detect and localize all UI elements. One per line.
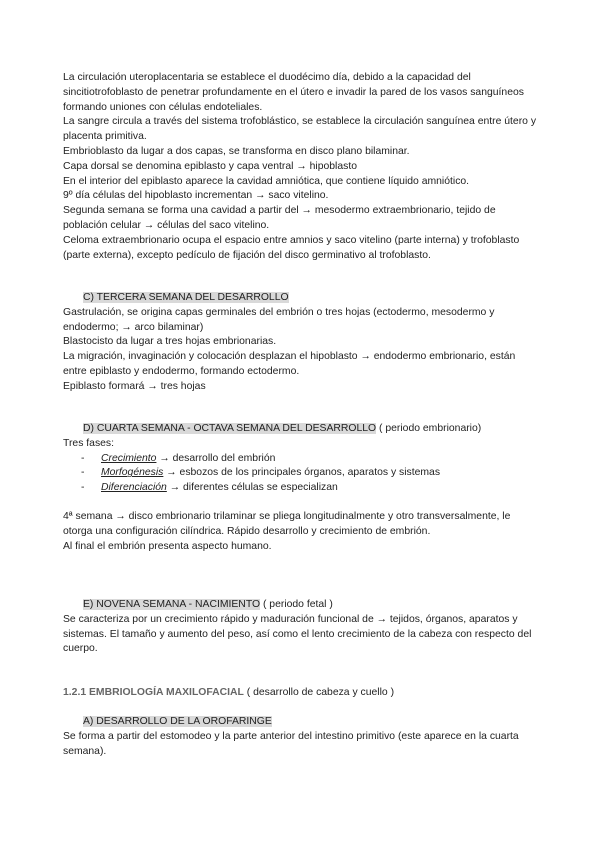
section-1-2-1 — [63, 686, 541, 701]
intro-paragraph: La circulación uteroplacentaria se establece el duodécimo día, debido a la capacidad del sincitiotrofoblasto de penetrar profundamente en el útero e invadir la pared de los vasos sanguíneos formando uniones con células endoteliales. — [63, 72, 524, 113]
section-1-2-1-heading-line — [63, 686, 541, 701]
intro-paragraph: Capa dorsal se denomina epiblasto y capa ventral → hipoblasto — [63, 160, 358, 172]
section-d-paragraph: 4ª semana → disco embrionario trilaminar se pliega longitudinalmente y otro transversalmente, le otorga una configuración cilíndrica. Rápido desarrollo y crecimiento de embrión. — [63, 510, 511, 537]
section-e-paragraph: Se caracteriza por un crecimiento rápido y maduración funcional de → tejidos, órganos, aparatos y sistemas. El tamaño y aumento del peso, así como el lento crecimiento de la cabeza con respecto del cuerpo. — [63, 613, 532, 655]
section-c-paragraph: Gastrulación, se origina capas germinales del embrión o tres hojas (ectodermo, mesodermo y endodermo; → arco bilaminar) — [63, 306, 495, 333]
section-a-heading: A) DESARROLLO DE LA OROFARINGE — [83, 716, 272, 727]
section-a-heading-line — [63, 715, 541, 730]
section-c-heading-line — [63, 291, 541, 306]
section-e-heading-note: ( periodo fetal ) — [260, 599, 333, 610]
section-e-heading: E) NOVENA SEMANA - NACIMIENTO — [83, 599, 261, 610]
list-item — [63, 481, 541, 496]
section-1-2-1-heading: 1.2.1 EMBRIOLOGÍA MAXILOFACIAL — [63, 687, 244, 698]
section-d-heading: D) CUARTA SEMANA - OCTAVA SEMANA DEL DESARROLLO — [83, 423, 377, 434]
intro-paragraph: 9º día células del hipoblasto incrementan → saco vitelino. — [63, 190, 329, 202]
phases-list — [63, 452, 541, 496]
section-e — [63, 598, 541, 657]
phase-term: Morfogénesis — [101, 467, 164, 479]
list-item — [63, 452, 541, 467]
section-c-heading: C) TERCERA SEMANA DEL DESARROLLO — [83, 292, 289, 303]
phase-term: Diferenciación — [101, 482, 167, 494]
section-e-heading-line — [63, 598, 541, 613]
section-a — [63, 715, 541, 759]
list-item — [63, 466, 541, 481]
phase-desc: → esbozos de los principales órganos, aparatos y sistemas — [163, 467, 441, 479]
section-d — [63, 422, 541, 554]
phase-desc: → desarrollo del embrión — [156, 452, 276, 464]
section-a-paragraph: Se forma a partir del estomodeo y la parte anterior del intestino primitivo (este aparece en la cuarta semana). — [63, 730, 519, 757]
intro-block — [63, 71, 541, 263]
section-c-paragraph: La migración, invaginación y colocación desplazan el hipoblasto → endodermo embrionario, están entre epiblasto y endodermo, formando ectodermo. — [63, 351, 516, 377]
intro-paragraph: Segunda semana se forma una cavidad a partir del → mesodermo extraembrionario, tejido de población celular → células del saco vitelino. — [63, 205, 496, 231]
intro-paragraph: La sangre circula a través del sistema trofoblástico, se establece la circulación sanguínea entre útero y placenta primitiva. — [63, 116, 537, 143]
section-d-heading-line — [63, 422, 541, 437]
intro-paragraph: En el interior del epiblasto aparece la cavidad amniótica, que contiene líquido amniótico. — [63, 175, 470, 187]
section-d-paragraph: Al final el embrión presenta aspecto humano. — [63, 540, 272, 552]
phase-term: Crecimiento — [101, 452, 157, 464]
list-dash: - — [81, 452, 85, 464]
section-d-heading-note: ( periodo embrionario) — [376, 423, 482, 434]
section-c-paragraph: Epiblasto formará → tres hojas — [63, 380, 206, 392]
section-1-2-1-heading-note: ( desarrollo de cabeza y cuello ) — [243, 687, 395, 698]
list-dash: - — [81, 467, 85, 479]
intro-paragraph: Embrioblasto da lugar a dos capas, se transforma en disco plano bilaminar. — [63, 145, 410, 157]
section-c-paragraph: Blastocisto da lugar a tres hojas embrionarias. — [63, 336, 277, 348]
phase-desc: → diferentes células se especializan — [166, 482, 338, 494]
section-d-lead: Tres fases: — [63, 437, 115, 449]
section-c — [63, 291, 541, 395]
intro-paragraph: Celoma extraembrionario ocupa el espacio entre amnios y saco vitelino (parte interna) y trofoblasto (parte externa), excepto pedículo de fijación del disco germinativo al trofoblasto. — [63, 234, 520, 261]
list-dash: - — [81, 482, 85, 494]
